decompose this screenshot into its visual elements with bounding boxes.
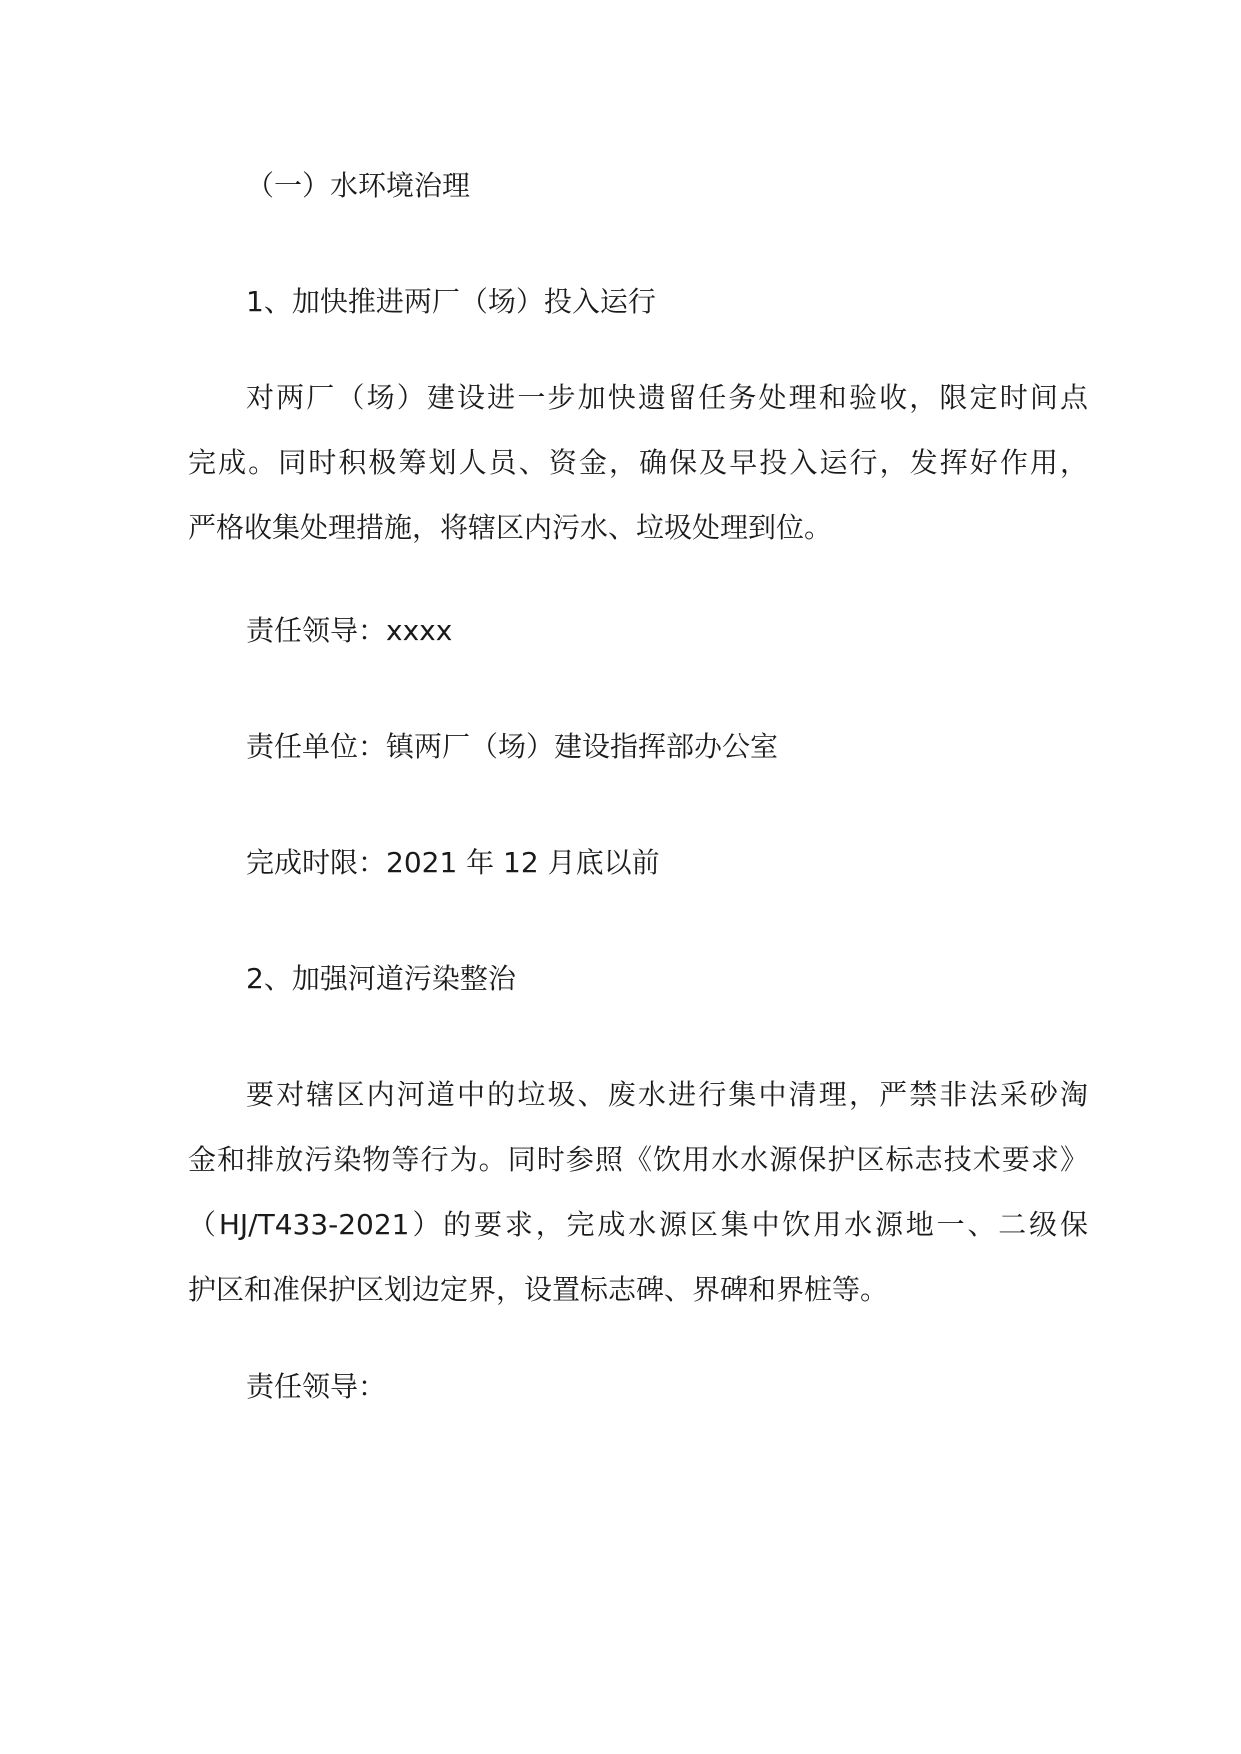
item2-body-line: 金和排放污染物等行为。同时参照《饮用水水源保护区标志技术要求》 [188, 1143, 1088, 1176]
item1-leader: 责任领导：xxxx [246, 614, 453, 647]
item2-body-line: （HJ/T433-2021）的要求，完成水源区集中饮用水源地一、二级保 [188, 1208, 1088, 1241]
section-heading: （一）水环境治理 [246, 169, 471, 202]
item1-unit: 责任单位：镇两厂（场）建设指挥部办公室 [246, 730, 779, 763]
item1-body [188, 378, 1088, 573]
item2-body [188, 1075, 1088, 1335]
item1-body-line: 完成。同时积极筹划人员、资金，确保及早投入运行，发挥好作用， [188, 446, 1088, 479]
item1-deadline: 完成时限：2021 年 12 月底以前 [246, 846, 660, 879]
item1-body-line: 严格收集处理措施，将辖区内污水、垃圾处理到位。 [188, 511, 833, 544]
item2-title: 2、加强河道污染整治 [246, 962, 516, 995]
item2-leader: 责任领导： [246, 1370, 387, 1403]
item2-body-line: 护区和准保护区划边定界，设置标志碑、界碑和界桩等。 [188, 1273, 889, 1306]
item1-title: 1、加快推进两厂（场）投入运行 [246, 285, 656, 318]
item2-body-line: 要对辖区内河道中的垃圾、废水进行集中清理，严禁非法采砂淘 [246, 1078, 1088, 1111]
item1-body-line: 对两厂（场）建设进一步加快遗留任务处理和验收，限定时间点 [246, 381, 1088, 414]
